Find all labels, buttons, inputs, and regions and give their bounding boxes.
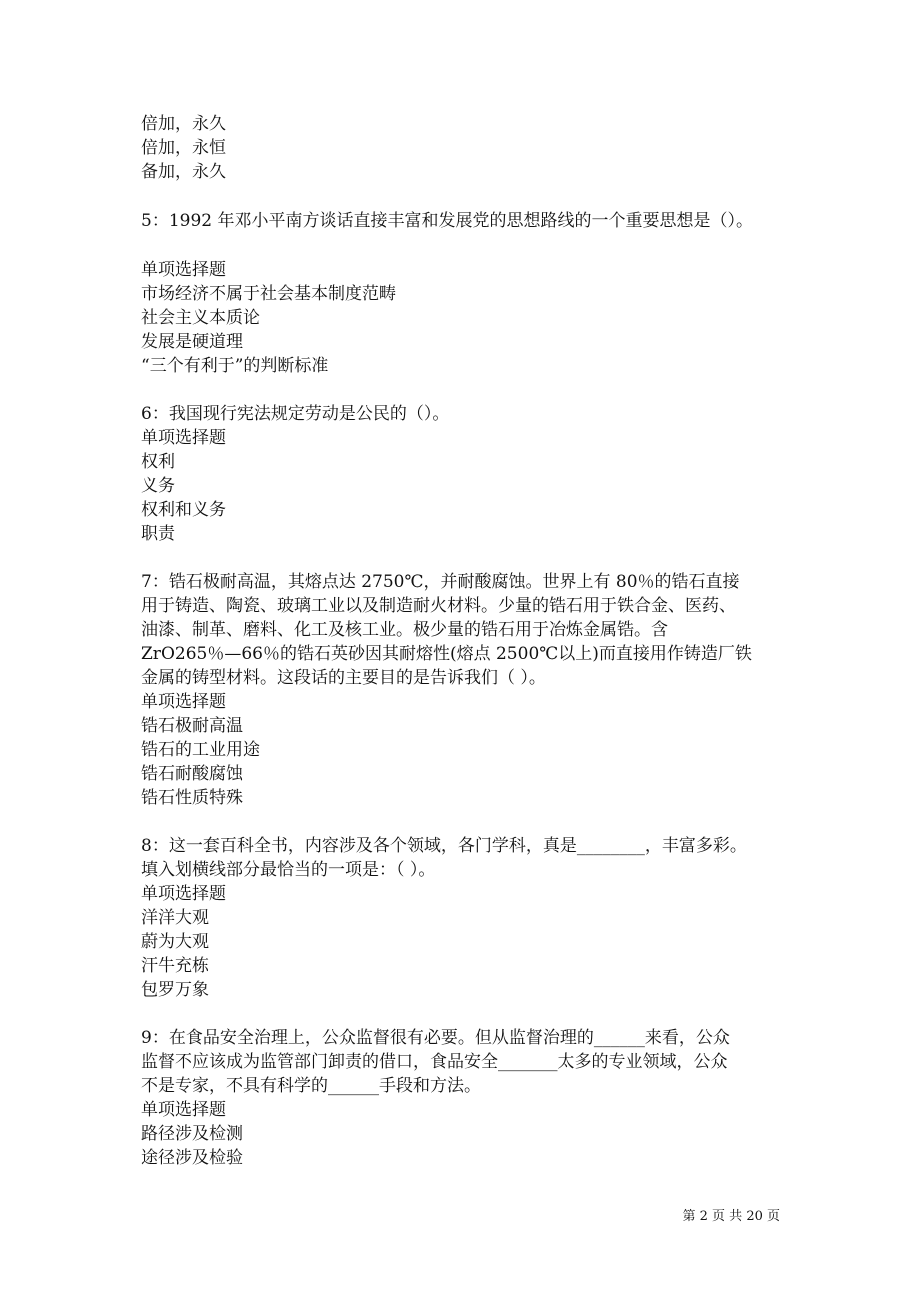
question-9-stem-line: 监督不应该成为监管部门卸责的借口，食品安全_______太多的专业领域，公众 [141, 1052, 728, 1072]
question-6-type: 单项选择题 [141, 428, 226, 448]
question-6-option: 权利和义务 [141, 500, 226, 520]
question-8-option: 蔚为大观 [141, 932, 209, 952]
question-6-option: 职责 [141, 524, 175, 544]
question-8-option: 包罗万象 [141, 980, 209, 1000]
question-8-type: 单项选择题 [141, 884, 226, 904]
question-9-option: 路径涉及检测 [141, 1124, 243, 1144]
question-7-option: 锆石性质特殊 [141, 788, 243, 808]
question-8-stem-line: 填入划横线部分最恰当的一项是：（ ）。 [141, 860, 436, 880]
question-5-option: “三个有利于”的判断标准 [141, 356, 329, 376]
question-6-option: 权利 [141, 452, 175, 472]
question-8-option: 汗牛充栋 [141, 956, 209, 976]
question-5-option: 发展是硬道理 [141, 332, 243, 352]
question-5-type: 单项选择题 [141, 260, 226, 280]
question-5-option: 市场经济不属于社会基本制度范畴 [141, 284, 396, 304]
question-7-option: 锆石耐酸腐蚀 [141, 764, 243, 784]
question-7-option: 锆石的工业用途 [141, 740, 260, 760]
question-7-type: 单项选择题 [141, 692, 226, 712]
option: 倍加，永恒 [141, 138, 226, 158]
option: 倍加，永久 [141, 114, 226, 134]
question-7-stem-line: 用于铸造、陶瓷、玻璃工业以及制造耐火材料。少量的锆石用于铁合金、医药、 [141, 596, 736, 616]
question-5-option: 社会主义本质论 [141, 308, 260, 328]
question-7-stem-line: ZrO265％—66％的锆石英砂因其耐熔性(熔点 2500℃以上)而直接用作铸造厂铁 [141, 644, 752, 664]
question-9-stem-line: 不是专家，不具有科学的______手段和方法。 [141, 1076, 481, 1096]
question-7-stem-line: 金属的铸型材料。这段话的主要目的是告诉我们（ ）。 [141, 668, 546, 688]
question-6-stem: 6：我国现行宪法规定劳动是公民的（）。 [141, 404, 450, 424]
question-7-stem-line: 油漆、制革、磨料、化工及核工业。极少量的锆石用于冶炼金属锆。含 [141, 620, 668, 640]
question-9-option: 途径涉及检验 [141, 1148, 243, 1168]
question-7-option: 锆石极耐高温 [141, 716, 243, 736]
question-9-type: 单项选择题 [141, 1100, 226, 1120]
question-8-stem-line: 8：这一套百科全书，内容涉及各个领域，各门学科，真是________，丰富多彩。 [141, 836, 747, 856]
option: 备加，永久 [141, 162, 226, 182]
question-8-option: 洋洋大观 [141, 908, 209, 928]
question-9-stem-line: 9：在食品安全治理上，公众监督很有必要。但从监督治理的______来看，公众 [141, 1028, 730, 1048]
page-number-footer: 第 2 页 共 20 页 [682, 1209, 780, 1224]
question-7-stem-line: 7：锆石极耐高温，其熔点达 2750℃，并耐酸腐蚀。世界上有 80％的锆石直接 [141, 572, 740, 592]
question-5-stem: 5：1992 年邓小平南方谈话直接丰富和发展党的思想路线的一个重要思想是（）。 [141, 211, 753, 231]
question-6-option: 义务 [141, 476, 175, 496]
